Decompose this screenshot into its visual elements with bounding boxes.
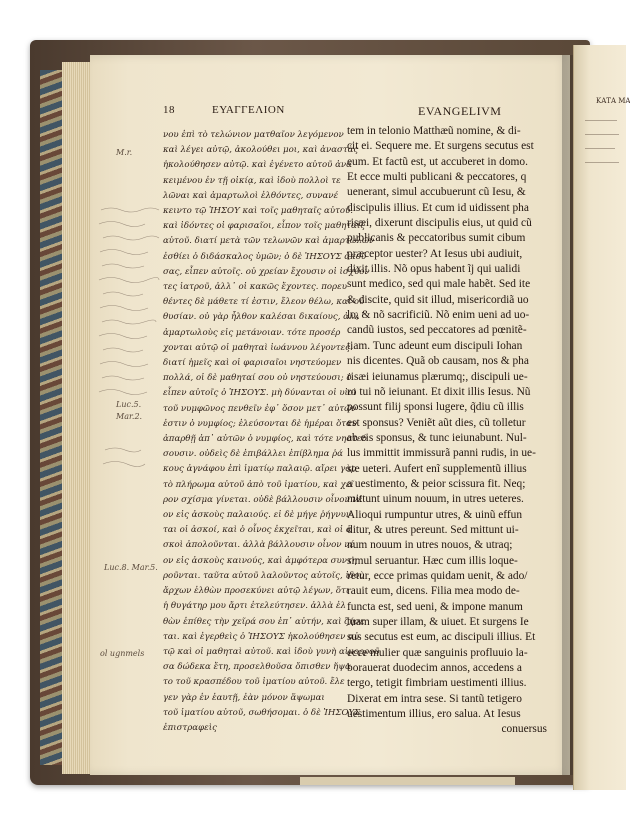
- text-line: tem in telonio Matthæũ nomine, & di-: [347, 125, 521, 137]
- text-line: καὶ λέγει αὐτῷ, ἀκολούθει μοι, καὶ ἀναστὰς: [163, 145, 359, 156]
- text-line: ἄρχων ἐλθὼν προσεκύνει αὐτῷ λέγων, ὅτι: [163, 586, 350, 597]
- text-line: αὐτοῦ. διατί μετὰ τῶν τελωνῶν καὶ ἁμαρτωλῶν: [163, 236, 375, 247]
- text-line: χονται αὐτῷ οἱ μαθηταὶ ἰωάννου λέγοντες.: [163, 342, 353, 353]
- text-line: candũ iustos, sed peccatores ad pœnitẽ-: [347, 324, 527, 337]
- greek-running-head: ΕΥΑΓΓΕΛΙΟΝ: [212, 104, 285, 116]
- text-line: σκοὶ ἀπολοῦνται. ἀλλὰ βάλλουσιν οἶνον νέ: [163, 540, 355, 551]
- text-line: τοῦ νυμφῶνος πενθεῖν ἐφ᾿ ὅσον μετ᾿ αὐτῶν: [163, 403, 357, 414]
- text-line: λῶναι καὶ ἁμαρτωλοὶ ἐλθόντες, συνανέ: [163, 190, 339, 201]
- text-line: ἐσθίει ὁ διδάσκαλος ὑμῶν; ὁ δὲ ἸΗΣΟΥΣ ἀκού: [163, 251, 367, 262]
- text-line: ditur, & utres pereunt. Sed mittunt ui-: [347, 523, 519, 536]
- text-line: ται οἱ ἀσκοί, καὶ ὁ οἶνος ἐκχεῖται, καὶ οἱ ἀ: [163, 525, 352, 536]
- facing-text-line: [585, 120, 617, 121]
- text-line: & discite, quid sit illud, misericordiã uo: [347, 293, 529, 306]
- text-line: cit ei. Sequere me. Et surgens secutus est: [347, 140, 534, 153]
- text-line: θὼν ἐπίθες τὴν χεῖρά σου ἐπ᾿ αὐτήν, καὶ ζήσε: [163, 616, 365, 627]
- facing-heading: ΚΑΤΑ ΜΑ: [596, 97, 630, 105]
- text-line: mittunt uinum nouum, in utres ueteres.: [347, 493, 524, 506]
- text-line: functa est, sed ueni, & impone manum: [347, 600, 523, 613]
- page-edges: [62, 62, 92, 774]
- text-line: σας, εἶπεν αὐτοῖς. οὐ χρείαν ἔχουσιν οἱ ἰσχύον: [163, 266, 370, 277]
- text-line: tergo, tetigit fimbriam uestimenti illius.: [347, 677, 527, 690]
- text-line: Alioqui rumpuntur utres, & uinũ effun: [347, 508, 523, 521]
- margin-note: Luc.8. Mar.5.: [104, 563, 158, 572]
- text-line: εἶπεν αὐτοῖς ὁ ἸΗΣΟΥΣ. μὴ δύνανται οἱ υἱοὶ: [163, 388, 357, 399]
- text-line: ον εἰς ἀσκοὺς καινούς, καὶ ἀμφότερα συντη: [163, 555, 357, 566]
- text-line: ro tui nõ ieiunant. Et dixit illis Iesus. Nũ: [347, 385, 531, 398]
- text-line: risæi, dixerunt discipulis eius, ut quid cũ: [347, 217, 532, 230]
- text-line: τοῦ ἱματίου αὐτοῦ, σωθήσομαι. ὁ δὲ ἸΗΣΟΥΣ: [163, 707, 361, 718]
- text-line: ἡ θυγάτηρ μου ἄρτι ἐτελεύτησεν. ἀλλὰ ἐλ: [163, 601, 346, 612]
- handwritten-annotations: [97, 150, 163, 570]
- text-line: διατί ἡμεῖς καὶ οἱ φαρισαῖοι νηστεύομεν: [163, 358, 342, 369]
- book-footer-strip: [300, 777, 515, 785]
- text-line: tiam. Tunc adeunt eum discipuli Iohan: [347, 339, 523, 352]
- text-line: dixit illis. Nõ opus habent ĩj qui ualidi: [347, 263, 521, 276]
- margin-note: ol ugnmels: [100, 649, 145, 658]
- text-line: ροῦνται. ταῦτα αὐτοῦ λαλοῦντος αὐτοῖς, ἰδοὺ: [163, 570, 365, 581]
- text-line: νου ἐπὶ τὸ τελώνιον ματθαῖον λεγόμενον: [163, 130, 344, 140]
- facing-text-line: [585, 134, 619, 135]
- text-line: Et ecce multi publicani & peccatores, q: [347, 171, 527, 184]
- text-line: tuam super illam, & uiuet. Et surgens Ie: [347, 616, 529, 628]
- text-line: κους ἀγνάφου ἐπὶ ἱματίῳ παλαιῷ. αἴρει γὰρ: [163, 464, 357, 475]
- text-line: sus secutus est eum, ac discipuli illius. Et: [347, 631, 536, 644]
- text-line: uestimentum illius, ero salua. At Iesus: [347, 708, 521, 721]
- text-line: γεν γὰρ ἐν ἑαυτῇ, ἐὰν μόνον ἅψωμαι: [163, 692, 325, 703]
- margin-note: Luc.5.: [116, 400, 142, 409]
- facing-text-line: [585, 148, 615, 149]
- greek-text-column: [163, 128, 380, 736]
- text-line: num nouum in utres nouos, & utraq;: [347, 539, 513, 552]
- text-line: ρον σχίσμα γίνεται. οὐδὲ βάλλουσιν οἶνον νέ: [163, 494, 363, 505]
- text-line: ἠκολούθησεν αὐτῷ. καὶ ἐγένετο αὐτοῦ ἀνα: [163, 160, 352, 171]
- text-line: simul seruantur. Hæc cum illis loque-: [347, 554, 518, 567]
- text-line: borauerat duodecim annos, accedens a: [347, 662, 522, 675]
- text-line: κειμένου ἐν τῇ οἰκίᾳ, καὶ ἰδοὺ πολλοὶ τε: [163, 175, 341, 186]
- text-line: conuersus: [501, 723, 547, 736]
- text-line: publicanis & peccatoribus sumit cibum: [347, 232, 526, 245]
- text-line: τες ἰατροῦ, ἀλλ᾿ οἱ κακῶς ἔχοντες. πορευ: [163, 282, 347, 293]
- text-line: ab eis sponsus, & tunc ieiunabunt. Nul-: [347, 431, 527, 444]
- text-line: θυσίαν. οὐ γὰρ ἦλθον καλέσαι δικαίους, ἀλλ᾿: [163, 312, 365, 323]
- text-line: lo, & nõ sacrificiũ. Nõ enim ueni ad uo-: [347, 309, 530, 322]
- latin-text-column: [347, 124, 547, 738]
- text-line: eum. Et factũ est, ut accuberet in domo.: [347, 155, 528, 168]
- text-line: πολλά, οἱ δὲ μαθηταί σου οὐ νηστεύουσι; ὁ: [163, 373, 352, 384]
- text-line: ον εἰς ἀσκοὺς παλαιούς. εἰ δὲ μήγε ῥήγνυν: [163, 510, 352, 521]
- text-line: risæi ieiunamus plærumq;, discipuli ue-: [347, 370, 528, 383]
- text-line: ἁμαρτωλοὺς εἰς μετάνοιαν. τότε προσέρ: [163, 327, 341, 338]
- text-line: est sponsus? Veniẽt aũt dies, cũ tolletur: [347, 416, 526, 429]
- text-line: ste ueteri. Aufert enĩ supplementũ illius: [347, 462, 527, 475]
- text-line: ἐστιν ὁ νυμφίος; ἐλεύσονται δὲ ἡμέραι ὅταν: [163, 418, 358, 429]
- margin-note: Mar.2.: [116, 412, 143, 421]
- text-line: τῷ καὶ οἱ μαθηταὶ αὐτοῦ. καὶ ἰδοὺ γυνὴ αἱμορροῦ: [163, 646, 380, 657]
- facing-page: [573, 45, 630, 790]
- text-line: lus immittit immissurã panni rudis, in ue-: [347, 447, 536, 460]
- text-line: ἀπαρθῇ ἀπ᾿ αὐτῶν ὁ νυμφίος, καὶ τότε νηστεύ: [163, 434, 367, 445]
- latin-running-head: EVANGELIVM: [418, 104, 502, 118]
- text-line: σα δώδεκα ἔτη, προσελθοῦσα ὄπισθεν ἥψα: [163, 662, 351, 673]
- text-line: καὶ ἰδόντες οἱ φαρισαῖοι, εἶπον τοῖς μαθηταῖς: [163, 221, 366, 232]
- margin-note: M.r.: [116, 148, 133, 157]
- text-line: sunt medico, sed qui male habẽt. Sed ite: [347, 278, 531, 291]
- text-line: κειντο τῷ ἸΗΣΟΥ καὶ τοῖς μαθηταῖς αὐτοῦ.: [163, 206, 353, 217]
- text-line: retur, ecce primas quidam uenit, & ado/: [347, 569, 528, 582]
- text-line: τὸ πλήρωμα αὐτοῦ ἀπὸ τοῦ ἱματίου, καὶ χεῖ: [163, 479, 354, 490]
- text-line: rauit eum, dicens. Filia mea modo de-: [347, 585, 520, 598]
- text-line: uenerant, simul accubuerunt cũ Iesu, &: [347, 186, 526, 199]
- text-line: ται. καὶ ἐγερθεὶς ὁ ἸΗΣΟΥΣ ἠκολούθησεν αὐ: [163, 631, 360, 642]
- text-line: possunt filij sponsi lugere, q̃diu cũ illis: [347, 401, 524, 414]
- text-line: Dixerat em intra sese. Si tantũ tetigero: [347, 692, 522, 705]
- text-line: a uestimento, & peior scissura fit. Neq;: [347, 477, 526, 490]
- facing-text-line: [585, 162, 619, 163]
- text-line: præceptor uester? At Iesus ubi audiuit,: [347, 247, 523, 260]
- text-line: ἐπιστραφεὶς: [163, 722, 217, 733]
- page-number: 18: [163, 104, 175, 116]
- text-line: discipulis illius. Et cum id uidissent pha: [347, 201, 529, 214]
- text-line: ecce mulier quæ sanguinis profluuio la-: [347, 646, 528, 659]
- text-line: nis dicentes. Quã ob causam, nos & pha: [347, 355, 529, 368]
- text-line: το τοῦ κρασπέδου τοῦ ἱματίου αὐτοῦ. ἔλε: [163, 677, 345, 688]
- text-line: σουσιν. οὐδεὶς δὲ ἐπιβάλλει ἐπίβλημα ῥά: [163, 449, 343, 460]
- text-line: θέντες δὲ μάθετε τί ἐστιν, ἔλεον θέλω, καὶ οὐ: [163, 297, 365, 308]
